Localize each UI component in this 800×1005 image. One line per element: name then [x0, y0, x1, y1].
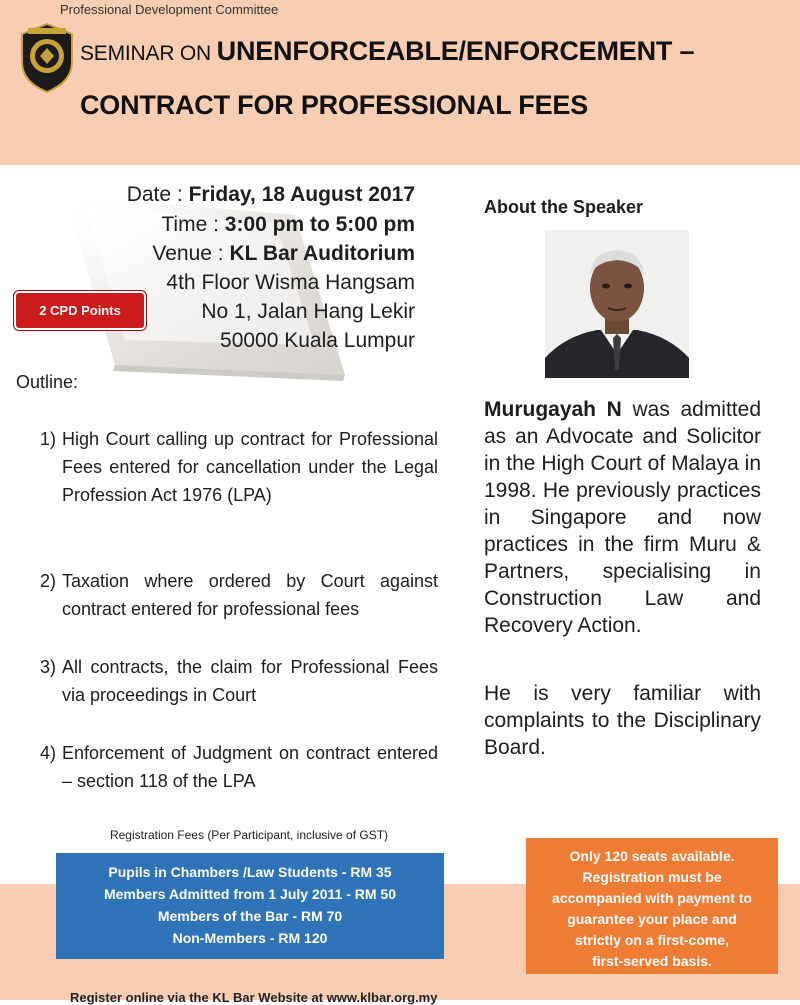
speaker-bio — [484, 396, 761, 639]
registration-fees-label: Registration Fees (Per Participant, inclusive of GST) — [109, 828, 389, 842]
outline-item-number: 3) — [40, 657, 57, 677]
outline-item-text: Enforcement of Judgment on contract entered – section 118 of the LPA — [62, 743, 438, 791]
fee-line: Non-Members - RM 120 — [172, 930, 328, 946]
time-value: 3:00 pm to 5:00 pm — [224, 213, 415, 236]
outline-item-text: High Court calling up contract for Professional Fees entered for cancellation under the Legal Profession Act 1976 (LPA) — [62, 429, 438, 505]
cpd-points-badge: 2 CPD Points — [14, 291, 146, 330]
outline-item-number: 1) — [40, 429, 57, 449]
header-band — [0, 0, 800, 165]
seminar-title-line1 — [80, 36, 694, 67]
outline-item-number: 2) — [40, 571, 57, 591]
fee-line: Members Admitted from 1 July 2011 - RM 50 — [103, 886, 397, 902]
event-time — [161, 213, 415, 237]
register-online-link[interactable]: Register online via the KL Bar Website at www.klbar.org.my — [70, 990, 438, 1005]
outline-item-text: Taxation where ordered by Court against contract entered for professional fees — [62, 571, 438, 619]
seminar-title-line2: CONTRACT FOR PROFESSIONAL FEES — [80, 90, 589, 120]
date-label: Date : — [126, 183, 189, 206]
venue-label: Venue : — [152, 242, 230, 265]
outline-item — [40, 739, 438, 795]
fee-line: Members of the Bar - RM 70 — [157, 908, 343, 924]
title-prefix: SEMINAR ON — [80, 42, 217, 65]
seats-line: first-served basis. — [592, 953, 712, 969]
venue-value: KL Bar Auditorium — [229, 242, 415, 265]
about-speaker-heading: About the Speaker — [484, 197, 644, 217]
venue-address-line3: 50000 Kuala Lumpur — [220, 329, 415, 352]
event-date — [127, 183, 415, 207]
title-main-line1: UNENFORCEABLE/ENFORCEMENT – — [216, 36, 695, 66]
outline-item — [40, 653, 438, 709]
committee-name: Professional Development Committee — [60, 2, 279, 17]
outline-item-text: All contracts, the claim for Professional Fees via proceedings in Court — [62, 657, 438, 705]
outline-heading: Outline: — [16, 372, 79, 392]
seats-line: Only 120 seats available. — [569, 848, 735, 864]
fee-line: Pupils in Chambers /Law Students - RM 35 — [108, 864, 392, 880]
time-label: Time : — [161, 213, 225, 236]
registration-fees-box — [56, 853, 444, 959]
speaker-photo — [545, 230, 689, 378]
speaker-bio-extra: He is very familiar with complaints to the Disciplinary Board. — [484, 682, 761, 759]
outline-item-number: 4) — [40, 743, 57, 763]
event-venue — [152, 242, 415, 266]
kl-bar-logo — [18, 22, 76, 94]
speaker-bio-text: was admitted as an Advocate and Solicitor in the High Court of Malaya in 1998. He previously practices in Singapore and now practices in the firm Muru & Partners, specialising in Construction Law and Recovery Action. — [484, 398, 762, 637]
seats-line: Registration must be — [582, 869, 722, 885]
seats-line: accompanied with payment to — [552, 890, 752, 906]
venue-address-line2: No 1, Jalan Hang Lekir — [201, 300, 415, 323]
seats-line: strictly on a first-come, — [574, 932, 730, 948]
outline-item — [40, 567, 438, 623]
venue-address-line1: 4th Floor Wisma Hangsam — [166, 271, 415, 294]
date-value: Friday, 18 August 2017 — [188, 183, 415, 206]
outline-item — [40, 425, 438, 509]
seats-line: guarantee your place and — [567, 911, 737, 927]
seats-notice-box — [526, 838, 778, 974]
speaker-name: Murugayah N — [484, 398, 622, 421]
